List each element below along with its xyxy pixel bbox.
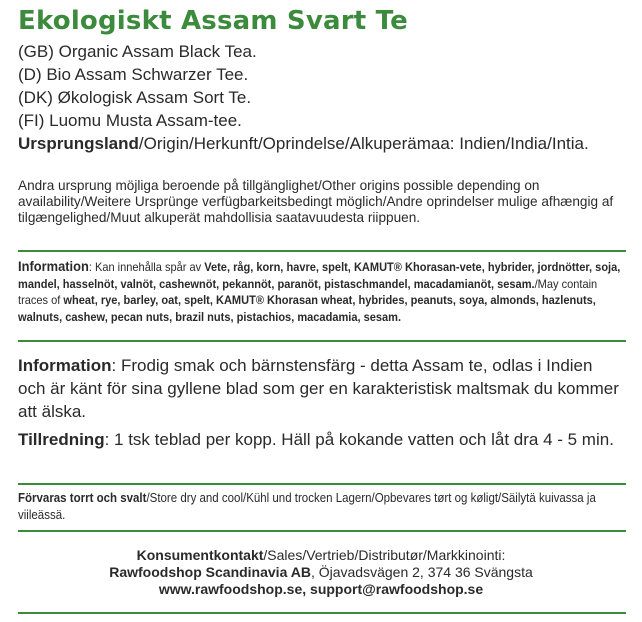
divider-2 <box>18 340 626 342</box>
contact-line-3 <box>0 581 642 597</box>
divider-5 <box>18 612 626 614</box>
description-text: : Frodig smak och bärnstensfärg - detta Assam te, odlas i Indien och är känt för sina gyllene blad som ger en karakteristisk maltsmak du kommer att älska. <box>18 356 619 421</box>
origin-section <box>18 133 624 155</box>
name-de: (D) Bio Assam Schwarzer Tee. <box>18 65 249 84</box>
origin-heading: Ursprungsland <box>18 134 139 153</box>
allergen-heading: Information <box>18 258 89 274</box>
preparation-section <box>18 428 624 451</box>
origin-note: Andra ursprung möjliga beroende på tillgänglighet/Other origins possible depending on availability/Weitere Ursprünge verfügbarkeitsbedingt möglich/Andre oprindelser mulige afhængig af tilgængelighed/Muut alkuperät mahdollisia saatavuudesta riippuen. <box>18 178 614 225</box>
origin-text: /Origin/Herkunft/Oprindelse/Alkuperämaa: Indien/India/Intia. <box>138 134 589 153</box>
contact-email[interactable]: support@rawfoodshop.se <box>310 581 484 597</box>
allergen-sv-prefix: : Kan innehålla spår av <box>88 260 205 274</box>
preparation-text: : 1 tsk teblad per kopp. Häll på kokande vatten och låt dra 4 - 5 min. <box>104 430 614 449</box>
contact-line-2 <box>0 564 642 580</box>
divider-1 <box>18 250 626 252</box>
preparation-heading: Tillredning <box>18 430 105 449</box>
contact-heading: Konsumentkontakt <box>136 547 264 563</box>
allergen-en-prefix: /May contain traces of <box>18 276 598 307</box>
divider-3 <box>18 483 626 485</box>
contact-roles: /Sales/Vertrieb/Distributør/Markkinointi: <box>263 547 506 563</box>
product-title: Ekologiskt Assam Svart Te <box>18 6 408 36</box>
name-fi: (FI) Luomu Musta Assam-tee. <box>18 111 242 130</box>
contact-address: , Öjavadsvägen 2, 374 36 Svängsta <box>310 564 533 580</box>
divider-4 <box>18 530 626 532</box>
description-section <box>18 354 624 423</box>
contact-company: Rawfoodshop Scandinavia AB <box>109 564 311 580</box>
description-heading: Information <box>18 356 112 375</box>
storage-heading: Förvaras torrt och svalt <box>18 491 147 505</box>
contact-separator: , <box>302 581 311 597</box>
storage-section <box>18 490 625 523</box>
allergen-section <box>18 258 625 325</box>
allergen-sv-list: Vete, råg, korn, havre, spelt, KAMUT® Khorasan-vete, hybrider, jordnötter, soja, mandel, hasselnöt, valnöt, cashewnöt, pekannöt, paranöt, pistaschmandel, macadamianöt, sesam. <box>18 260 621 291</box>
name-dk: (DK) Økologisk Assam Sort Te. <box>18 88 252 107</box>
storage-text: /Store dry and cool/Kühl und trocken Lagern/Opbevares tørt og køligt/Säilytä kuivassa ja viileässä. <box>18 491 596 522</box>
contact-website[interactable]: www.rawfoodshop.se <box>158 581 303 597</box>
name-gb: (GB) Organic Assam Black Tea. <box>18 42 257 61</box>
allergen-en-list: wheat, rye, barley, oat, spelt, KAMUT® Khorasan wheat, hybrides, peanuts, soya, almonds, hazlenuts, walnuts, cashew, pecan nuts, brazil nuts, pistachios, macadamia, sesam. <box>18 293 596 324</box>
contact-line-1 <box>0 547 642 563</box>
